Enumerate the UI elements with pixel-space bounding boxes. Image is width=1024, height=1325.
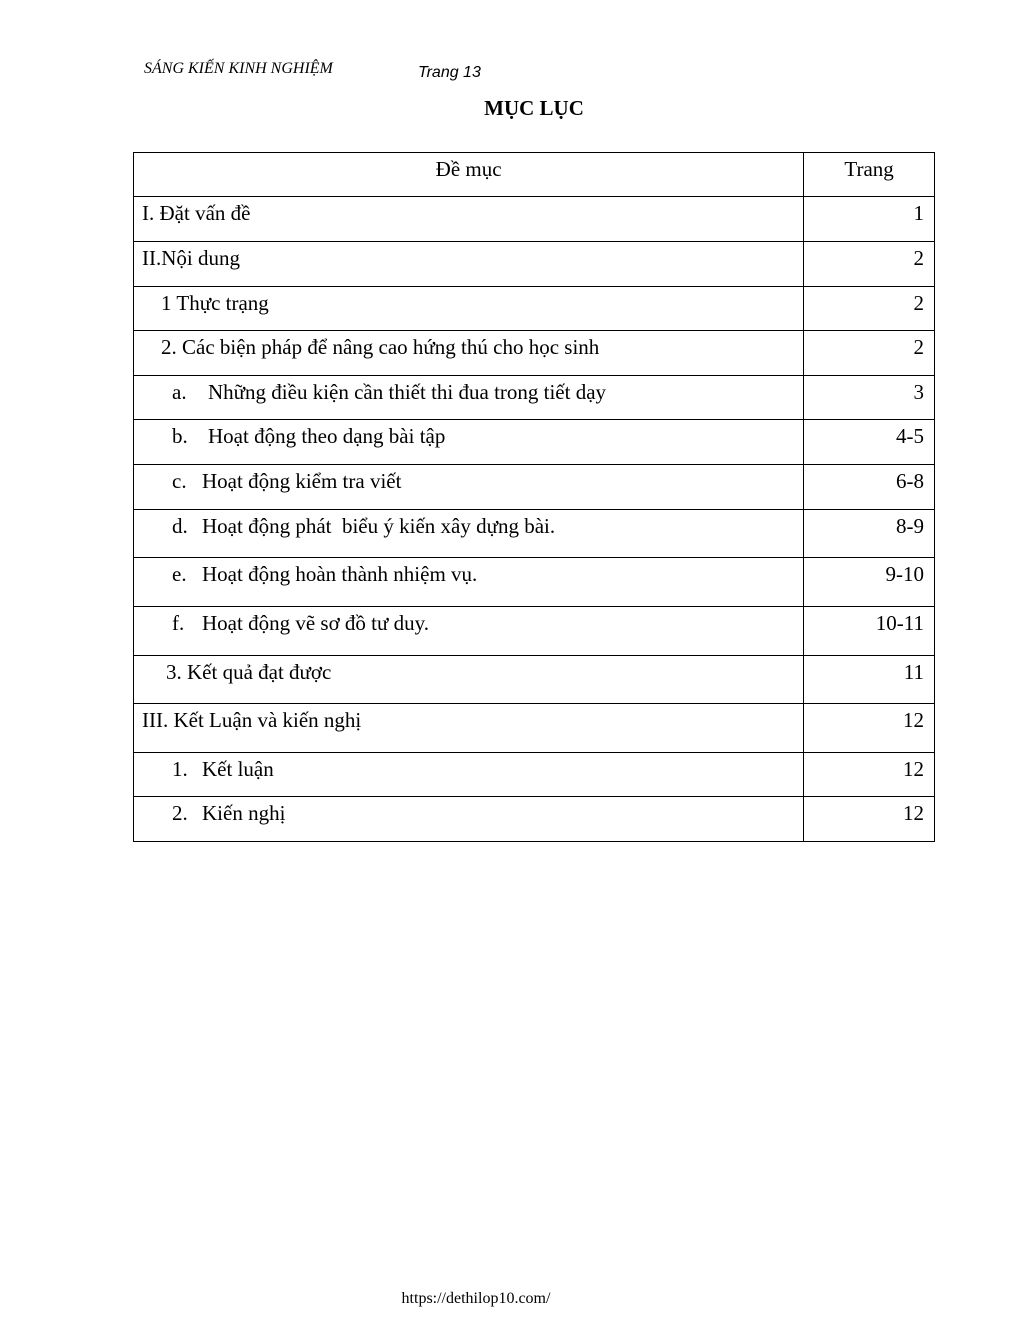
row-page-cell: 1 (804, 197, 935, 242)
row-title-cell: e. Hoạt động hoàn thành nhiệm vụ. (134, 558, 804, 607)
row-page-cell: 4-5 (804, 420, 935, 465)
table-row (134, 420, 935, 465)
table-row (134, 704, 935, 753)
row-page-cell: 2 (804, 242, 935, 287)
table-row (134, 510, 935, 558)
row-title-cell: 1 Thực trạng (134, 287, 804, 331)
table-row (134, 558, 935, 607)
row-title-cell: II.Nội dung (134, 242, 804, 287)
list-marker: b. (172, 424, 188, 448)
row-page-cell: 12 (804, 753, 935, 797)
row-page-cell: 2 (804, 287, 935, 331)
row-title-cell: 3. Kết quả đạt được (134, 656, 804, 704)
list-marker: 2. (172, 801, 188, 825)
header-cell-title: Đề mục (134, 153, 804, 197)
table-row (134, 797, 935, 842)
table-of-contents (133, 152, 935, 842)
row-page-cell: 12 (804, 797, 935, 842)
row-page-cell: 8-9 (804, 510, 935, 558)
table-row (134, 376, 935, 420)
row-title-cell: I. Đặt vấn đề (134, 197, 804, 242)
table-row (134, 607, 935, 656)
header-cell-page: Trang (804, 153, 935, 197)
table-row (134, 656, 935, 704)
footer-url: https://dethilop10.com/ (401, 1290, 551, 1307)
row-title-cell: 1. Kết luận (134, 753, 804, 797)
table-row (134, 753, 935, 797)
table-header-row (134, 153, 935, 197)
row-page-cell: 10-11 (804, 607, 935, 656)
list-marker: c. (172, 469, 187, 493)
list-marker: e. (172, 562, 187, 586)
header-left: SÁNG KIẾN KINH NGHIỆM (144, 60, 333, 77)
row-title-cell: b. Hoạt động theo dạng bài tập (134, 420, 804, 465)
row-page-cell: 9-10 (804, 558, 935, 607)
row-title-cell: a. Những điều kiện cần thiết thi đua trong tiết dạy (134, 376, 804, 420)
list-marker: 1. (172, 757, 188, 781)
row-title-cell: d. Hoạt động phát biểu ý kiến xây dựng bài. (134, 510, 804, 558)
row-page-cell: 3 (804, 376, 935, 420)
table-row (134, 331, 935, 376)
table-row (134, 197, 935, 242)
table-row (134, 242, 935, 287)
row-page-cell: 2 (804, 331, 935, 376)
list-marker: a. (172, 380, 187, 404)
table-row (134, 465, 935, 510)
row-page-cell: 6-8 (804, 465, 935, 510)
row-page-cell: 11 (804, 656, 935, 704)
row-page-cell: 12 (804, 704, 935, 753)
list-marker: d. (172, 514, 188, 538)
header-page-number: Trang 13 (418, 64, 481, 81)
row-title-cell: f. Hoạt động vẽ sơ đồ tư duy. (134, 607, 804, 656)
row-title-cell: 2. Kiến nghị (134, 797, 804, 842)
row-title-cell: c. Hoạt động kiểm tra viết (134, 465, 804, 510)
page-title: MỤC LỤC (484, 96, 584, 120)
table-row (134, 287, 935, 331)
list-marker: f. (172, 611, 185, 635)
row-title-cell: III. Kết Luận và kiến nghị (134, 704, 804, 753)
row-title-cell: 2. Các biện pháp để nâng cao hứng thú cho học sinh (134, 331, 804, 376)
